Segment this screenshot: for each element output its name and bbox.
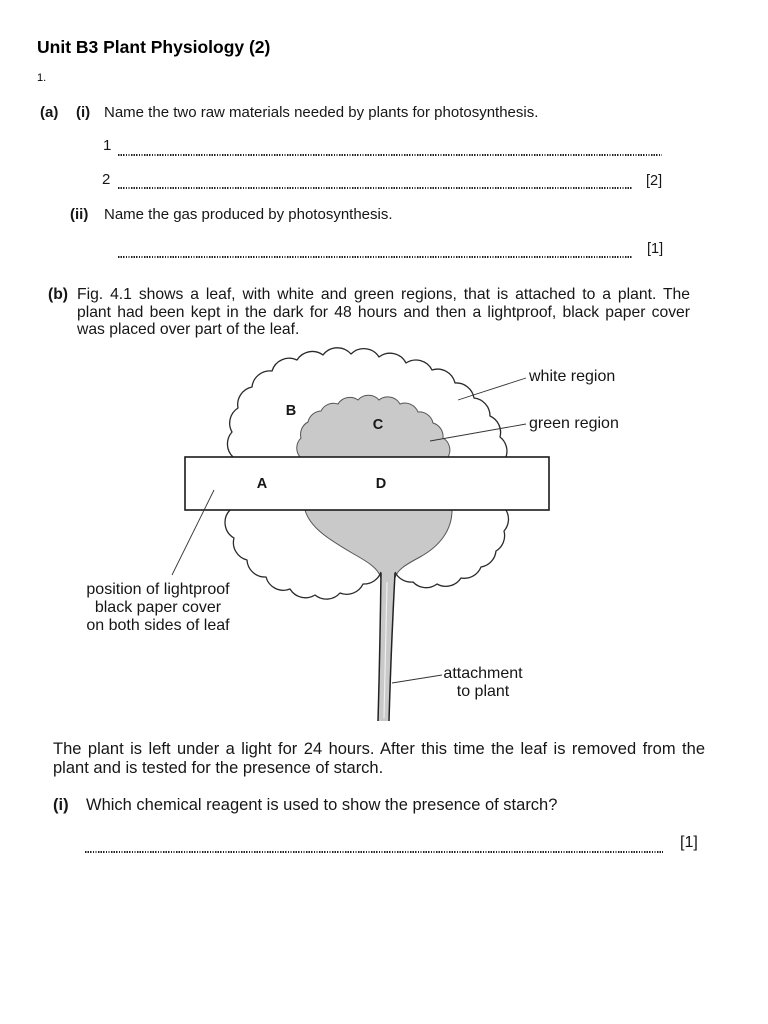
answer-line-1: [118, 154, 662, 156]
question-number: 1.: [37, 72, 47, 84]
stem: [378, 572, 395, 721]
white-region-label: white region: [529, 368, 616, 385]
attachment-label-line: to plant: [456, 683, 510, 700]
part-a-i-label: (i): [76, 104, 91, 121]
part-b-followup-line: plant and is tested for the presence of starch.: [53, 759, 384, 777]
green-region-leader-line: [430, 424, 526, 441]
part-a-ii-label: (ii): [70, 206, 89, 223]
label-region-c: C: [372, 417, 384, 433]
answer-line-2-label: 2: [102, 171, 111, 188]
part-b-i-marks: [1]: [680, 834, 698, 851]
part-b-followup-line: The plant is left under a light for 24 hours. After this time the leaf is removed from the: [53, 740, 705, 758]
answer-line-1-label: 1: [103, 137, 112, 154]
cover-label-line: on both sides of leaf: [86, 617, 230, 634]
attachment-label-line: attachment: [443, 665, 523, 682]
part-a-ii-marks: [1]: [647, 241, 664, 257]
part-b-intro-line: plant had been kept in the dark for 48 hours and then a lightproof, black paper cover: [77, 303, 690, 321]
part-b-intro: [77, 286, 690, 339]
lightproof-cover: [185, 457, 549, 510]
part-a-i-question: Name the two raw materials needed by plants for photosynthesis.: [104, 104, 539, 121]
part-a-ii-question: Name the gas produced by photosynthesis.: [104, 206, 393, 223]
part-b-label: (b): [48, 286, 69, 303]
part-a-i-marks: [2]: [646, 173, 663, 189]
label-region-b: B: [285, 403, 297, 419]
part-a-label: (a): [40, 104, 59, 121]
part-b-intro-line: Fig. 4.1 shows a leaf, with white and green regions, that is attached to a plant. The: [77, 286, 690, 303]
label-region-a: A: [256, 476, 268, 492]
label-region-d: D: [375, 476, 387, 492]
white-region-leader-line: [458, 378, 526, 400]
answer-line-2: [118, 187, 633, 189]
part-b-followup: [53, 740, 705, 778]
part-b-i-label: (i): [53, 796, 69, 814]
cover-label-line: black paper cover: [94, 599, 222, 616]
attachment-leader-line: [392, 675, 442, 683]
page-title: Unit B3 Plant Physiology (2): [37, 37, 271, 57]
green-region-label: green region: [529, 415, 619, 432]
leaf-figure: [0, 340, 768, 730]
part-b-i-question: Which chemical reagent is used to show the presence of starch?: [86, 796, 558, 814]
answer-line-reagent: [85, 851, 663, 853]
answer-line-gas: [118, 256, 633, 258]
part-b-intro-line: was placed over part of the leaf.: [77, 321, 300, 338]
cover-label-line: position of lightproof: [86, 581, 230, 598]
